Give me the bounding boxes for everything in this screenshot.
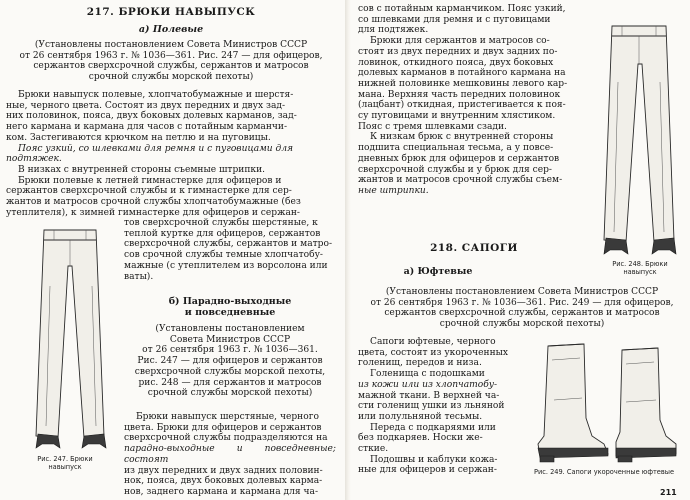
decree-b (124, 324, 336, 399)
text-line: из кожи или из хлопчатобу- (358, 379, 498, 390)
text-line: сверхсрочной службы подразделяются на (124, 433, 328, 444)
text-line: без подкаряев. Носки же- (358, 433, 483, 444)
decree-a (6, 40, 336, 83)
decree-line: сержантов сверхсрочной службы, сержантов и матросов (384, 308, 660, 319)
caption-line: Рис. 248. Брюки (612, 260, 668, 268)
text-line: сверхсрочной службы, сержантов и матро- (124, 239, 333, 250)
subsection-yuft: а) Юфтевые (403, 266, 473, 277)
text-line: них половинок, пояса, двух боковых долевых карманов, зад- (6, 111, 297, 122)
text-line: парадно-выходные и повседневные; состоят (124, 444, 336, 465)
text-line: дневных брюк для офицеров и сержантов (358, 153, 560, 164)
boot-illustration-icon (530, 340, 680, 466)
subsection-field: а) Полевые (138, 24, 204, 35)
trousers-illustration-icon (598, 22, 680, 258)
decree-line: (Установлены постановлением (155, 324, 305, 334)
paragraph-3-narrow (124, 218, 336, 282)
text-line: или полульняной тесьмы. (358, 411, 483, 422)
text-line: ные штрипки. (358, 185, 429, 196)
text-line: Сапоги юфтевые, черного (370, 337, 496, 347)
text-line: со шлевками для ремня и с пуговицами (358, 14, 551, 25)
text-line: ловинок, откидного пояса, двух боковых (358, 57, 554, 68)
trousers-illustration-icon (26, 226, 114, 452)
caption-line: навыпуск (623, 268, 657, 276)
subsection-dress (124, 296, 336, 318)
decree-line: (Установлены постановлением Совета Министров СССР (34, 40, 308, 50)
heading-line: и повседневные (184, 307, 276, 318)
page-gutter (345, 0, 351, 500)
text-line: жантов и матросов срочной службы хлопчатобумажные (без (6, 197, 301, 208)
text-line: В низках с внутренней стороны съемные штрипки. (18, 164, 266, 175)
text-line: Подошвы и каблуки кожа- (370, 454, 498, 465)
decree-line: от 26 сентября 1963 г. № 1036—361. (142, 345, 318, 356)
decree-line: от 26 сентября 1963 г. № 1036—361. Рис. 247 — для офицеров, (19, 50, 323, 61)
text-line: Пояс узкий, со шлевками для ремня и с пуговицами для (18, 143, 294, 154)
paragraph-continued (358, 4, 590, 197)
text-line: голенищ, передов и низа. (358, 358, 482, 369)
text-line: сти голенищ ушки из льняной (358, 401, 505, 412)
text-line: нов, заднего кармана и кармана для ча- (124, 486, 319, 497)
text-line: сов срочной службы темные хлопчатобу- (124, 250, 323, 261)
text-line: теплой куртке для офицеров, сержантов (124, 228, 321, 239)
text-line: него кармана и кармана для часов с потайным карманчи- (6, 122, 288, 133)
paragraph-4 (124, 412, 336, 498)
decree-boots (358, 287, 686, 330)
text-line: долевых карманов в потайного кармана на (358, 68, 566, 79)
decree-line: Рис. 247 — для офицеров и сержантов (137, 356, 323, 367)
text-line: ваты). (124, 271, 154, 282)
text-line: ком. Застегиваются крючком на петлю и на пуговицы. (6, 132, 271, 143)
text-line: Голенища с подошками (370, 369, 485, 380)
fig249-caption: Рис. 249. Сапоги укороченные юфтевые (534, 468, 674, 476)
decree-line: сержантов сверхсрочной службы, сержантов и матросов (33, 61, 309, 72)
text-line: мана. Верхняя часть передних половинок (358, 89, 561, 100)
text-line: Брюки навыпуск полевые, хлопчатобумажные и шерстя- (18, 90, 294, 100)
boots-description (358, 337, 520, 476)
section-title-218: 218. САПОГИ (430, 242, 518, 254)
text-line: сов с потайным карманчиком. Пояс узкий, (358, 4, 566, 14)
paragraph-1 (6, 90, 336, 218)
caption-line: Рис. 247. Брюки (37, 455, 93, 463)
page-number: 211 (660, 488, 677, 497)
fig247-caption (10, 455, 120, 471)
decree-line: срочной службы морской пехоты) (147, 388, 313, 399)
text-line: нок, пояса, двух боковых долевых карма- (124, 476, 323, 487)
text-line: подшита специальная тесьма, а у повсе- (358, 143, 554, 154)
text-line: для подтяжек. (358, 25, 429, 36)
heading-line: б) Парадно-выходные (168, 296, 292, 307)
text-line: су пуговицами и внутренним хлястиком. (358, 111, 556, 122)
decree-line: от 26 сентября 1963 г. № 1036—361. Рис. 249 — для офицеров, (370, 297, 674, 308)
decree-line: срочной службы морской пехоты) (439, 319, 605, 330)
text-line: сткие. (358, 444, 389, 455)
text-line: тов сверхсрочной службы шерстяные, к (124, 218, 318, 228)
text-line: Брюки навыпуск шерстяные, черного (136, 412, 319, 422)
fig248-caption (596, 260, 684, 276)
text-line: сверхсрочной службы и у брюк для сер- (358, 164, 552, 175)
text-line: сержантов сверхсрочной службы и к гимнастерке для сер- (6, 186, 292, 197)
text-line: ные, черного цвета. Состоят из двух передних и двух зад- (6, 100, 286, 111)
text-line: из двух передних и двух задних половин- (124, 465, 323, 476)
text-line: Брюки полевые к летней гимнастерке для офицеров и (18, 175, 282, 186)
text-line: подтяжек. (6, 154, 62, 165)
text-line: мажные (с утеплителем из ворсолона или (124, 260, 328, 271)
decree-line: сверхсрочной службы морской пехоты, (134, 366, 326, 377)
text-line: (лацбант) откидная, пристегивается к поя- (358, 100, 566, 111)
text-line: цвета. Брюки для офицеров и сержантов (124, 422, 322, 433)
caption-line: навыпуск (48, 463, 82, 471)
text-line: Переда с подкаряями или (370, 422, 496, 433)
text-line: мажной ткани. В верхней ча- (358, 390, 500, 401)
text-line: стоят из двух передних и двух задних по- (358, 46, 558, 57)
text-line: утеплителя), к зимней гимнастерке для офицеров и сержан- (6, 207, 301, 218)
section-title-217: 217. БРЮКИ НАВЫПУСК (86, 6, 256, 18)
text-line: цвета, состоят из укороченных (358, 347, 509, 358)
text-line: К низкам брюк с внутренней стороны (370, 132, 554, 143)
text-line: ные для офицеров и сержан- (358, 465, 497, 476)
decree-line: срочной службы морской пехоты) (88, 72, 254, 83)
text-line: жантов и матросов срочной службы съем- (358, 175, 563, 186)
text-line: Брюки для сержантов и матросов со- (370, 36, 550, 47)
text-line: нижней половинке мешковины левого кар- (358, 78, 568, 89)
decree-line: (Установлены постановлением Совета Министров СССР (385, 287, 659, 297)
text-line: Пояс с тремя шлевками сзади. (358, 121, 507, 132)
decree-line: рис. 248 — для сержантов и матросов (138, 377, 322, 388)
decree-line: Совета Министров СССР (169, 334, 291, 345)
